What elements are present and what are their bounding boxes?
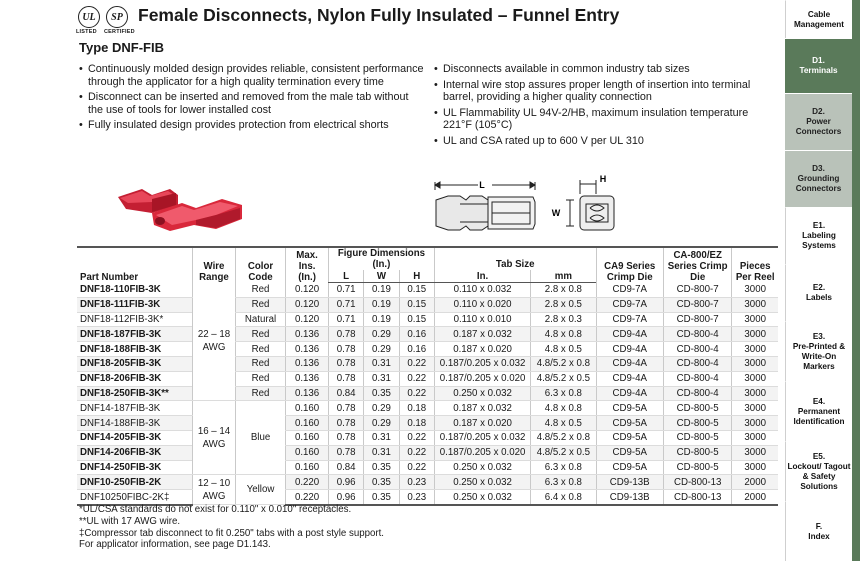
tab-label: Lockout/ Tagout & Safety Solutions [787, 461, 851, 491]
table-row [77, 327, 778, 342]
ca9-die-cell: CD9-13B [596, 490, 663, 505]
tab-code: E3. [812, 331, 826, 341]
col-tab-size: Tab Size [434, 247, 596, 270]
ca9-die-cell: CD9-4A [596, 342, 663, 357]
color-code-cell: Red [235, 327, 285, 342]
tab-in-cell: 0.187/0.205 x 0.032 [434, 430, 530, 445]
part-number-cell: DNF18-111FIB-3K [77, 297, 193, 312]
color-code-cell: Red [235, 371, 285, 386]
w-cell: 0.29 [364, 416, 399, 431]
part-number-cell: DNF14-206FIB-3K [77, 445, 193, 460]
wire-range-unit: AWG [202, 342, 226, 354]
ca9-die-cell: CD9-7A [596, 283, 663, 298]
product-type: Type DNF-FIB [79, 40, 164, 55]
part-number-cell: DNF10250FIBC-2K‡ [77, 490, 193, 505]
l-cell: 0.96 [328, 490, 363, 505]
tab-mm-cell: 6.3 x 0.8 [531, 475, 596, 490]
tab-cable-management[interactable] [785, 0, 852, 38]
footnotes [79, 504, 384, 551]
h-cell: 0.23 [399, 475, 434, 490]
col-figure-dimensions: Figure Dimensions (In.) [328, 247, 434, 270]
tab-code: E4. [812, 396, 826, 406]
color-code-cell: Red [235, 342, 285, 357]
table-row [77, 356, 778, 371]
dimension-w-label: W [551, 208, 561, 218]
ca9-die-cell: CD9-4A [596, 327, 663, 342]
pieces-cell: 3000 [732, 371, 778, 386]
part-number-cell: DNF18-250FIB-3K** [77, 386, 193, 401]
tab-label: Pre-Printed & Write-On Markers [792, 341, 846, 371]
max-ins-cell: 0.136 [286, 342, 329, 357]
w-cell: 0.35 [364, 475, 399, 490]
pieces-cell: 3000 [732, 342, 778, 357]
ca800-die-cell: CD-800-5 [663, 416, 731, 431]
l-cell: 0.78 [328, 327, 363, 342]
tab-in-cell: 0.250 x 0.032 [434, 386, 530, 401]
part-number-cell: DNF18-205FIB-3K [77, 356, 193, 371]
ca800-die-cell: CD-800-5 [663, 460, 731, 475]
tab-mm-cell: 2.8 x 0.5 [531, 297, 596, 312]
wire-range-cell [193, 475, 236, 505]
table-row [77, 297, 778, 312]
max-ins-cell: 0.160 [286, 460, 329, 475]
h-cell: 0.22 [399, 430, 434, 445]
part-number-cell: DNF18-187FIB-3K [77, 327, 193, 342]
col-pieces-per-reel: Pieces Per Reel [732, 247, 778, 283]
part-number-cell: DNF18-188FIB-3K [77, 342, 193, 357]
footnote: **UL with 17 AWG wire. [79, 515, 181, 527]
ul-listed-logo: UL [78, 6, 100, 28]
tab-mm-cell: 6.3 x 0.8 [531, 460, 596, 475]
pieces-cell: 3000 [732, 386, 778, 401]
tab-code: E2. [812, 283, 826, 292]
dimension-h-label: H [599, 174, 607, 184]
dimension-l-label: L [479, 180, 485, 190]
pieces-cell: 3000 [732, 445, 778, 460]
tab-in-cell: 0.110 x 0.032 [434, 283, 530, 298]
wire-range-value: 16 – 14 [197, 425, 231, 437]
max-ins-cell: 0.120 [286, 297, 329, 312]
color-code-cell: Blue [235, 401, 285, 475]
col-max-ins: Max. Ins. (In.) [286, 247, 329, 283]
col-w: W [364, 270, 399, 283]
certification-logos [76, 6, 136, 36]
l-cell: 0.78 [328, 401, 363, 416]
h-cell: 0.15 [399, 312, 434, 327]
w-cell: 0.29 [364, 342, 399, 357]
h-cell: 0.16 [399, 342, 434, 357]
tab-code: D1. [812, 56, 825, 65]
tab-text [785, 107, 852, 137]
w-cell: 0.35 [364, 490, 399, 505]
w-cell: 0.29 [364, 401, 399, 416]
w-cell: 0.31 [364, 371, 399, 386]
tab-in-cell: 0.187 x 0.032 [434, 327, 530, 342]
features-list-left [79, 63, 424, 135]
w-cell: 0.31 [364, 356, 399, 371]
col-ca9-die: CA9 Series Crimp Die [596, 247, 663, 283]
ca800-die-cell: CD-800-5 [663, 401, 731, 416]
wire-range-value: 12 – 10 [197, 477, 231, 489]
part-number-cell: DNF18-112FIB-3K* [77, 312, 193, 327]
color-code-cell: Red [235, 283, 285, 298]
tab-in-cell: 0.250 x 0.032 [434, 475, 530, 490]
pieces-cell: 3000 [732, 312, 778, 327]
ca9-die-cell: CD9-5A [596, 416, 663, 431]
tab-code: F. [815, 521, 823, 531]
max-ins-cell: 0.220 [286, 475, 329, 490]
tab-text [808, 522, 829, 542]
tab-mm-cell: 4.8 x 0.5 [531, 342, 596, 357]
table-row [77, 312, 778, 327]
pieces-cell: 3000 [732, 356, 778, 371]
table-row [77, 475, 778, 490]
color-code-cell: Yellow [235, 475, 285, 505]
col-tab-in: In. [434, 270, 530, 283]
max-ins-cell: 0.120 [286, 312, 329, 327]
tab-mm-cell: 4.8 x 0.5 [531, 416, 596, 431]
footnote: ‡Compressor tab disconnect to fit 0.250" tabs with a post style support. [79, 527, 384, 539]
ca9-die-cell: CD9-5A [596, 401, 663, 416]
l-cell: 0.71 [328, 283, 363, 298]
pieces-cell: 3000 [732, 430, 778, 445]
pieces-cell: 3000 [732, 283, 778, 298]
table-row [77, 445, 778, 460]
h-cell: 0.15 [399, 297, 434, 312]
table-row [77, 416, 778, 431]
col-part-number: Part Number [77, 247, 193, 283]
tab-grounding-connectors[interactable] [785, 150, 852, 207]
spec-table [77, 246, 778, 506]
tab-in-cell: 0.250 x 0.032 [434, 490, 530, 505]
ca9-die-cell: CD9-5A [596, 460, 663, 475]
tab-label: Grounding Connectors [795, 174, 842, 193]
w-cell: 0.31 [364, 430, 399, 445]
h-cell: 0.22 [399, 445, 434, 460]
l-cell: 0.78 [328, 445, 363, 460]
table-row [77, 342, 778, 357]
ca9-die-cell: CD9-13B [596, 475, 663, 490]
color-code-cell: Natural [235, 312, 285, 327]
ca9-die-cell: CD9-5A [596, 430, 663, 445]
page-title: Female Disconnects, Nylon Fully Insulated – Funnel Entry [138, 5, 620, 25]
footnote: For applicator information, see page D1.143. [79, 539, 271, 551]
tab-terminals[interactable] [785, 38, 852, 93]
spec-table-body [77, 283, 778, 505]
wire-range-unit: AWG [202, 490, 226, 502]
part-number-cell: DNF18-206FIB-3K [77, 371, 193, 386]
tab-in-cell: 0.187/0.205 x 0.032 [434, 356, 530, 371]
table-row [77, 430, 778, 445]
max-ins-cell: 0.136 [286, 386, 329, 401]
tab-in-cell: 0.110 x 0.010 [434, 312, 530, 327]
tab-mm-cell: 4.8/5.2 x 0.8 [531, 430, 596, 445]
part-number-cell: DNF14-205FIB-3K [77, 430, 193, 445]
max-ins-cell: 0.220 [286, 490, 329, 505]
col-wire-range: Wire Range [193, 247, 236, 283]
ca800-die-cell: CD-800-5 [663, 445, 731, 460]
part-number-cell: DNF10-250FIB-2K [77, 475, 193, 490]
col-ca800-die: CA-800/EZ Series Crimp Die [663, 247, 731, 283]
l-cell: 0.71 [328, 312, 363, 327]
tab-label: Labels [806, 293, 832, 302]
tab-code: E5. [812, 451, 826, 461]
pieces-cell: 3000 [732, 460, 778, 475]
pieces-cell: 3000 [732, 401, 778, 416]
feature-item: • Internal wire stop assures proper length of insertion into terminal barrel, providing a higher quality connection [434, 79, 774, 104]
tab-text [806, 283, 832, 303]
w-cell: 0.19 [364, 283, 399, 298]
dimension-diagram [430, 170, 620, 240]
w-cell: 0.29 [364, 327, 399, 342]
l-cell: 0.78 [328, 356, 363, 371]
l-cell: 0.84 [328, 386, 363, 401]
pieces-cell: 2000 [732, 490, 778, 505]
ca800-die-cell: CD-800-4 [663, 371, 731, 386]
tab-text [786, 10, 852, 30]
ca800-die-cell: CD-800-13 [663, 475, 731, 490]
pieces-cell: 3000 [732, 327, 778, 342]
wire-range-cell [193, 401, 236, 475]
ca800-die-cell: CD-800-4 [663, 356, 731, 371]
max-ins-cell: 0.136 [286, 371, 329, 386]
tab-in-cell: 0.187/0.205 x 0.020 [434, 371, 530, 386]
l-cell: 0.78 [328, 430, 363, 445]
tab-label: Index [808, 531, 830, 541]
col-tab-mm: mm [531, 270, 596, 283]
part-number-cell: DNF14-187FIB-3K [77, 401, 193, 416]
w-cell: 0.19 [364, 297, 399, 312]
product-photo [112, 175, 252, 235]
tab-in-cell: 0.187/0.205 x 0.020 [434, 445, 530, 460]
color-code-cell: Red [235, 297, 285, 312]
ca9-die-cell: CD9-4A [596, 371, 663, 386]
tab-mm-cell: 4.8 x 0.8 [531, 401, 596, 416]
max-ins-cell: 0.120 [286, 283, 329, 298]
feature-item: • UL Flammability UL 94V-2/HB, maximum insulation temperature 221°F (105°C) [434, 107, 774, 132]
tab-in-cell: 0.187 x 0.020 [434, 416, 530, 431]
tab-mm-cell: 2.8 x 0.3 [531, 312, 596, 327]
ca9-die-cell: CD9-4A [596, 356, 663, 371]
tab-label: Power Connectors [795, 117, 842, 136]
part-number-cell: DNF14-188FIB-3K [77, 416, 193, 431]
part-number-cell: DNF14-250FIB-3K [77, 460, 193, 475]
features-list-right [434, 63, 774, 151]
ca800-die-cell: CD-800-7 [663, 312, 731, 327]
tab-in-cell: 0.187 x 0.032 [434, 401, 530, 416]
feature-item: • Disconnect can be inserted and removed from the male tab without the use of tools for lower installed cost [79, 91, 424, 116]
w-cell: 0.31 [364, 445, 399, 460]
table-row [77, 371, 778, 386]
tab-code: D3. [812, 164, 825, 173]
ca800-die-cell: CD-800-4 [663, 386, 731, 401]
l-cell: 0.84 [328, 460, 363, 475]
ca9-die-cell: CD9-4A [596, 386, 663, 401]
h-cell: 0.22 [399, 386, 434, 401]
color-code-cell: Red [235, 386, 285, 401]
table-row [77, 401, 778, 416]
tab-power-connectors[interactable] [785, 93, 852, 150]
l-cell: 0.78 [328, 342, 363, 357]
wire-range-value: 22 – 18 [197, 329, 231, 341]
tab-labeling-systems[interactable] [785, 207, 852, 264]
wire-range-unit: AWG [202, 438, 226, 450]
w-cell: 0.35 [364, 386, 399, 401]
tab-mm-cell: 6.3 x 0.8 [531, 386, 596, 401]
pieces-cell: 3000 [732, 297, 778, 312]
tab-mm-cell: 2.8 x 0.8 [531, 283, 596, 298]
color-code-cell: Red [235, 356, 285, 371]
pieces-cell: 3000 [732, 416, 778, 431]
tab-in-cell: 0.250 x 0.032 [434, 460, 530, 475]
tab-in-cell: 0.110 x 0.020 [434, 297, 530, 312]
feature-item: • Disconnects available in common industry tab sizes [434, 63, 774, 76]
tab-code: D2. [812, 107, 825, 116]
tab-text [786, 221, 852, 251]
max-ins-cell: 0.136 [286, 356, 329, 371]
max-ins-cell: 0.160 [286, 430, 329, 445]
w-cell: 0.19 [364, 312, 399, 327]
tab-mm-cell: 4.8/5.2 x 0.8 [531, 356, 596, 371]
tab-text [785, 164, 852, 194]
tab-code: E1. [812, 221, 826, 230]
tab-in-cell: 0.187 x 0.020 [434, 342, 530, 357]
max-ins-cell: 0.160 [286, 445, 329, 460]
h-cell: 0.22 [399, 371, 434, 386]
table-row [77, 386, 778, 401]
tab-accent-bar [852, 0, 860, 561]
tab-label: Cable Management [793, 9, 845, 29]
tab-text [786, 397, 852, 427]
section-tabs [785, 0, 860, 561]
ca9-die-cell: CD9-7A [596, 297, 663, 312]
table-row [77, 460, 778, 475]
col-color-code: Color Code [235, 247, 285, 283]
l-cell: 0.78 [328, 371, 363, 386]
ul-listed-caption: LISTED [76, 29, 97, 35]
footnote: *UL/CSA standards do not exist for 0.110" x 0.010" receptacles. [79, 504, 352, 515]
ca800-die-cell: CD-800-7 [663, 283, 731, 298]
tab-labels[interactable] [785, 264, 852, 321]
tab-pre-printed-write-on-markers[interactable] [785, 321, 852, 381]
pieces-cell: 2000 [732, 475, 778, 490]
l-cell: 0.71 [328, 297, 363, 312]
ca800-die-cell: CD-800-5 [663, 430, 731, 445]
max-ins-cell: 0.160 [286, 416, 329, 431]
wire-range-cell [193, 283, 236, 401]
ca9-die-cell: CD9-7A [596, 312, 663, 327]
tab-mm-cell: 4.8 x 0.8 [531, 327, 596, 342]
w-cell: 0.35 [364, 460, 399, 475]
h-cell: 0.18 [399, 416, 434, 431]
csa-certified-logo: SP [106, 6, 128, 28]
table-row [77, 490, 778, 505]
h-cell: 0.23 [399, 490, 434, 505]
max-ins-cell: 0.160 [286, 401, 329, 416]
ca9-die-cell: CD9-5A [596, 445, 663, 460]
tab-label: Permanent Identification [793, 406, 845, 426]
part-number-cell: DNF18-110FIB-3K [77, 283, 193, 298]
tab-text [799, 56, 837, 76]
tab-index[interactable] [785, 501, 852, 561]
ca800-die-cell: CD-800-4 [663, 342, 731, 357]
h-cell: 0.22 [399, 460, 434, 475]
l-cell: 0.96 [328, 475, 363, 490]
tab-text [786, 332, 852, 372]
tab-permanent-identification[interactable] [785, 381, 852, 441]
feature-item: • Continuously molded design provides reliable, consistent performance through the applicator for a high quality termination every time [79, 63, 424, 88]
tab-mm-cell: 6.4 x 0.8 [531, 490, 596, 505]
ca800-die-cell: CD-800-4 [663, 327, 731, 342]
h-cell: 0.22 [399, 356, 434, 371]
tab-text [786, 452, 852, 492]
table-row [77, 283, 778, 298]
tab-mm-cell: 4.8/5.2 x 0.5 [531, 371, 596, 386]
l-cell: 0.78 [328, 416, 363, 431]
tab-label: Labeling Systems [802, 231, 836, 250]
h-cell: 0.16 [399, 327, 434, 342]
h-cell: 0.15 [399, 283, 434, 298]
col-l: L [328, 270, 363, 283]
feature-item: • UL and CSA rated up to 600 V per UL 310 [434, 135, 774, 148]
tab-label: Terminals [799, 66, 838, 75]
col-h: H [399, 270, 434, 283]
h-cell: 0.18 [399, 401, 434, 416]
csa-certified-caption: CERTIFIED [104, 29, 135, 35]
max-ins-cell: 0.136 [286, 327, 329, 342]
ca800-die-cell: CD-800-7 [663, 297, 731, 312]
feature-item: • Fully insulated design provides protection from electrical shorts [79, 119, 424, 132]
ca800-die-cell: CD-800-13 [663, 490, 731, 505]
tab-mm-cell: 4.8/5.2 x 0.5 [531, 445, 596, 460]
tab-lockout-tagout-safety-solutions[interactable] [785, 441, 852, 501]
